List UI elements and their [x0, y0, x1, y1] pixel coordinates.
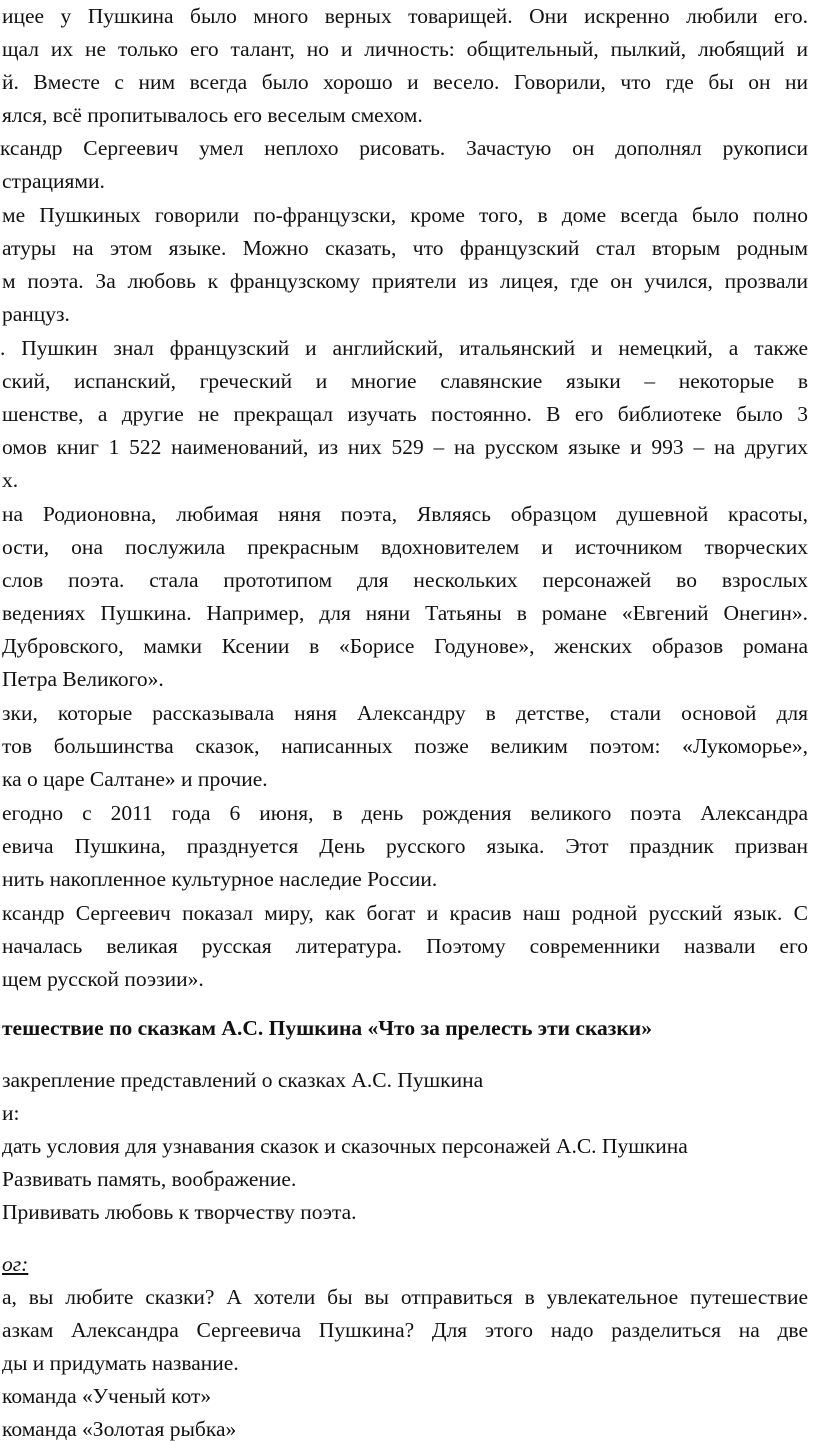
dialogue-line: а, вы любите сказки? А хотели бы вы отправиться в увлекательное путешествие [2, 1285, 808, 1309]
text-line: ранцуз. [2, 302, 70, 326]
text-line: началась великая русская литература. Поэтому современники назвали его [2, 934, 808, 958]
text-line: ялся, всё пропитывалось его веселым смехом. [2, 103, 423, 127]
goal-line: дать условия для узнавания сказок и сказочных персонажей А.С. Пушкина [2, 1134, 688, 1158]
text-line: Дубровского, мамки Ксении в «Борисе Годунове», женских образов романа [2, 634, 808, 658]
goal-line: Развивать память, воображение. [2, 1167, 297, 1191]
goal-line: закрепление представлений о сказках А.С. Пушкина [2, 1068, 484, 1092]
text-line: ицее у Пушкина было много верных товарищей. Они искренно любили его. [2, 4, 808, 28]
text-line: й. Вместе с ним всегда было хорошо и весело. Говорили, что где бы он ни [2, 70, 808, 94]
text-line: зки, которые рассказывала няня Александру в детстве, стали основой для [2, 701, 808, 725]
dialogue-line: азкам Александра Сергеевича Пушкина? Для этого надо разделиться на две [2, 1318, 808, 1342]
text-line: ведениях Пушкина. Например, для няни Татьяны в романе «Евгений Онегин». [2, 601, 808, 625]
text-line: ксандр Сергеевич показал миру, как богат и красив наш родной русский язык. С [2, 901, 808, 925]
text-line: . Пушкин знал французский и английский, итальянский и немецкий, а также [0, 336, 808, 360]
text-line: ка о царе Салтане» и прочие. [2, 767, 268, 791]
text-line: щем русской поэзии». [2, 967, 204, 991]
text-line: евича Пушкина, празднуется День русского языка. Этот праздник призван [2, 834, 808, 858]
dialogue-line: команда «Ученый кот» [2, 1384, 212, 1408]
text-line: Петра Великого». [2, 667, 164, 691]
section-label: ог: [2, 1252, 29, 1276]
text-line: ский, испанский, греческий и многие славянские языки – некоторые в [2, 369, 808, 393]
text-line: егодно с 2011 года 6 июня, в день рождения великого поэта Александра [2, 801, 808, 825]
dialogue-line: ды и придумать название. [2, 1351, 239, 1375]
text-line: х. [2, 468, 19, 492]
text-line: нить накопленное культурное наследие России. [2, 867, 438, 891]
dialogue-line: команда «Золотая рыбка» [2, 1417, 237, 1441]
text-line: щал их не только его талант, но и личность: общительный, пылкий, любящий и [2, 37, 808, 61]
text-line: м поэта. За любовь к французскому приятели из лицея, где он учился, прозвали [2, 269, 808, 293]
section-heading: тешествие по сказкам А.С. Пушкина «Что за прелесть эти сказки» [2, 1016, 652, 1040]
text-line: ости, она послужила прекрасным вдохновителем и источником творческих [2, 535, 808, 559]
text-line: атуры на этом языке. Можно сказать, что французский стал вторым родным [2, 236, 808, 260]
text-line: слов поэта. стала прототипом для нескольких персонажей во взрослых [2, 568, 808, 592]
text-line: страциями. [2, 169, 105, 193]
text-line: на Родионовна, любимая няня поэта, Являясь образцом душевной красоты, [2, 502, 808, 526]
text-line: ме Пушкиных говорили по-французски, кроме того, в доме всегда было полно [2, 203, 808, 227]
text-line: ксандр Сергеевич умел неплохо рисовать. Зачастую он дополнял рукописи [0, 136, 808, 160]
text-line: омов книг 1 522 наименований, из них 529 – на русском языке и 993 – на других [2, 435, 808, 459]
goal-line: и: [2, 1101, 20, 1125]
goal-line: Прививать любовь к творчеству поэта. [2, 1200, 357, 1224]
text-line: тов большинства сказок, написанных позже великим поэтом: «Лукоморье», [2, 734, 808, 758]
text-line: шенстве, а другие не прекращал изучать постоянно. В его библиотеке было 3 [2, 402, 808, 426]
